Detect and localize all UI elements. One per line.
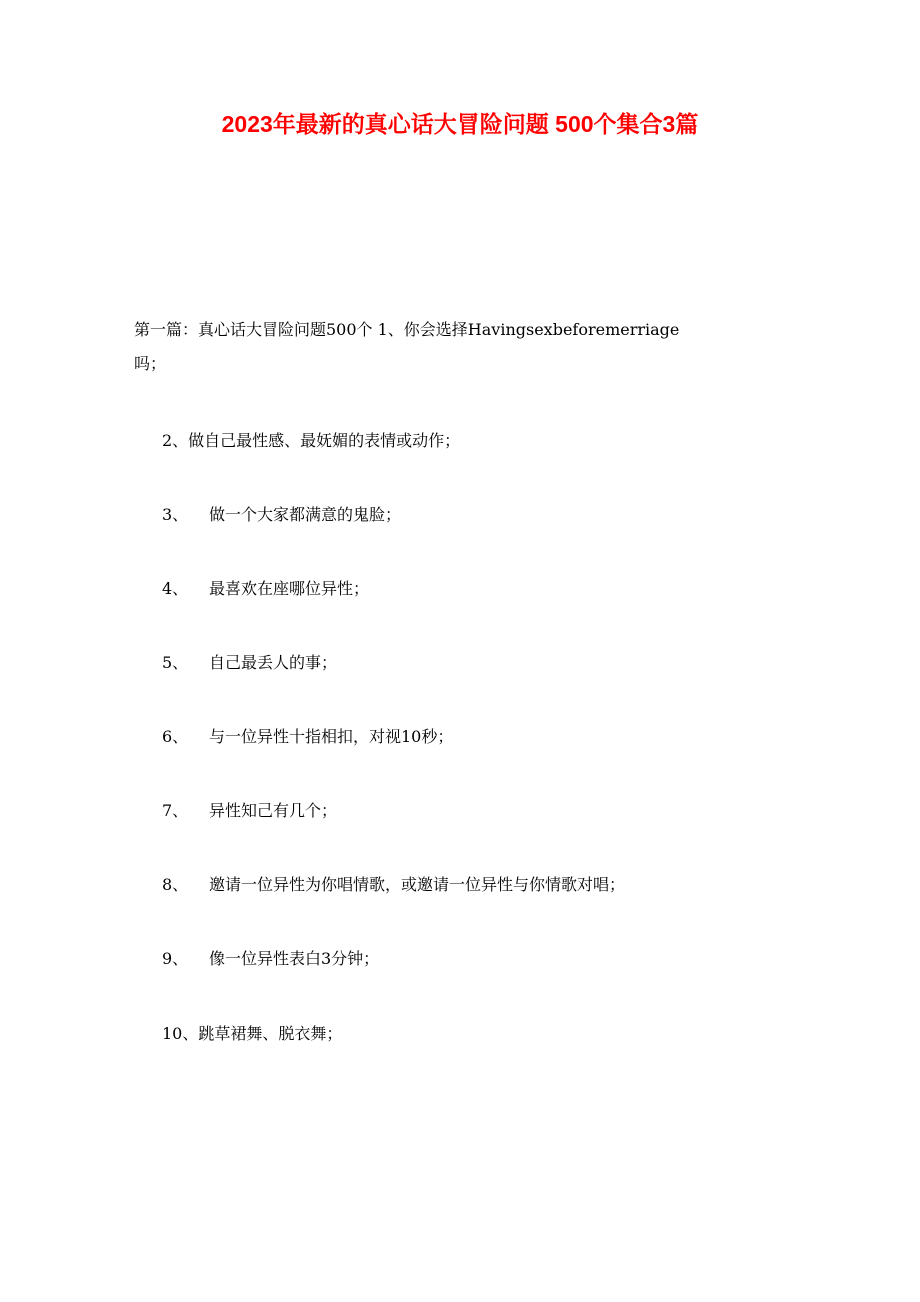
item-number: 5、 <box>162 653 189 672</box>
item-text: 像一位异性表白3分钟； <box>209 949 380 968</box>
intro-line-2: 吗； <box>134 354 167 373</box>
item-text: 最喜欢在座哪位异性； <box>209 579 370 598</box>
list-item <box>162 1021 342 1044</box>
intro-paragraph <box>134 313 754 381</box>
item-number: 8、 <box>162 875 189 894</box>
list-item <box>162 428 460 451</box>
list-item <box>162 872 625 895</box>
item-number: 4、 <box>162 579 189 598</box>
item-number: 3、 <box>162 505 189 524</box>
list-item <box>162 946 379 969</box>
intro-line-1: 第一篇：真心话大冒险问题500个 1、你会选择Havingsexbeforemerriage <box>134 320 680 339</box>
item-number: 6、 <box>162 727 189 746</box>
document-title: 2023年最新的真心话大冒险问题 500个集合3篇 <box>221 111 699 137</box>
item-text: 自己最丢人的事； <box>209 653 338 672</box>
item-text: 10、跳草裙舞、脱衣舞； <box>162 1024 343 1043</box>
list-item <box>162 650 337 673</box>
item-number: 7、 <box>162 801 189 820</box>
item-text: 2、做自己最性感、最妩媚的表情或动作； <box>162 431 461 450</box>
list-item <box>162 798 337 821</box>
item-text: 与一位异性十指相扣，对视10秒； <box>209 727 454 746</box>
list-item <box>162 502 401 525</box>
item-number: 9、 <box>162 949 189 968</box>
list-item <box>162 576 369 599</box>
list-item <box>162 724 453 747</box>
item-text: 做一个大家都满意的鬼脸； <box>209 505 402 524</box>
item-text: 异性知己有几个； <box>209 801 338 820</box>
item-text: 邀请一位异性为你唱情歌，或邀请一位异性与你情歌对唱； <box>209 875 626 894</box>
